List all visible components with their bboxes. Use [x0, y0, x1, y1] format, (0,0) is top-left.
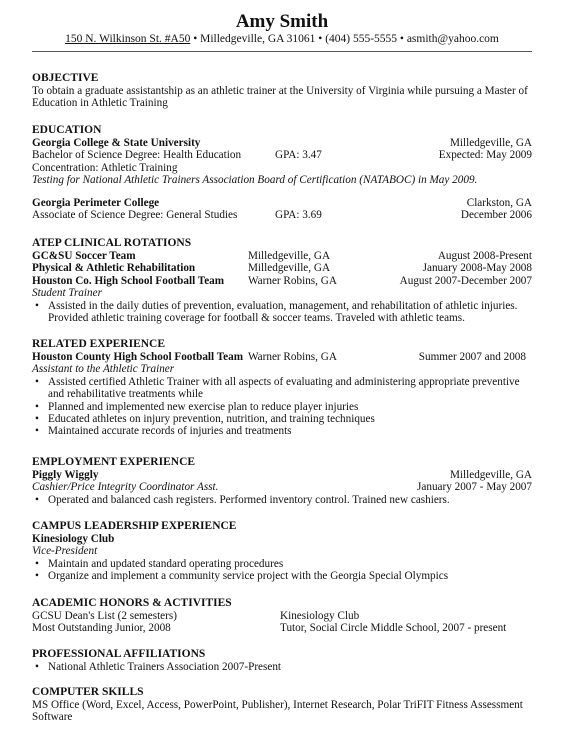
section-heading: EMPLOYMENT EXPERIENCE — [32, 456, 196, 468]
rotation-date: January 2008-May 2008 — [422, 262, 532, 275]
rotation-row — [32, 275, 532, 287]
rotation-date: August 2008-Present — [437, 250, 532, 262]
activity-item: Tutor, Social Circle Middle School, 2007 - present — [280, 622, 507, 635]
school-name: Georgia College & State University — [32, 137, 201, 149]
organization: Kinesiology Club — [32, 533, 115, 545]
list-item: • Planned and implemented new exercise plan to reduce player injuries — [32, 401, 532, 413]
rotation-location: Warner Robins, GA — [248, 274, 337, 287]
honors-row — [32, 610, 532, 622]
objective-section — [32, 72, 532, 110]
honor-item: GCSU Dean's List (2 semesters) — [32, 610, 177, 622]
honors-section — [32, 597, 532, 635]
section-heading: COMPUTER SKILLS — [32, 686, 144, 698]
rotation-name: Houston Co. High School Football Team — [32, 274, 225, 287]
organization: Piggly Wiggly — [32, 469, 99, 481]
employment-header — [32, 469, 532, 481]
list-item: • Educated athletes on injury prevention, nutrition, and training techniques — [32, 413, 532, 425]
section-heading: RELATED EXPERIENCE — [32, 338, 166, 350]
degree: Bachelor of Science Degree: Health Education — [32, 149, 242, 162]
honor-item: Most Outstanding Junior, 2008 — [32, 622, 171, 635]
employment-date: January 2007 - May 2007 — [417, 481, 532, 494]
honors-row — [32, 622, 532, 634]
degree: Associate of Science Degree: General Studies — [32, 208, 238, 221]
atep-section — [32, 237, 532, 324]
section-heading: ATEP CLINICAL ROTATIONS — [32, 237, 192, 249]
resume-name: Amy Smith — [235, 11, 329, 32]
related-experience-section — [32, 338, 532, 438]
campus-leadership-section — [32, 520, 532, 583]
bullet-text-line: Provided athletic training coverage for football & soccer teams. Traveled with athletic teams. — [48, 311, 465, 324]
list-item: • Organize and implement a community service project with the Georgia Special Olympics — [32, 570, 532, 582]
contact-line — [0, 33, 564, 46]
rotation-date: August 2007-December 2007 — [399, 274, 532, 287]
list-item: • Maintain and updated standard operating procedures — [32, 558, 532, 570]
skills-text-line: MS Office (Word, Excel, Access, PowerPoint, Publisher), Internet Research, Polar TriFIT Fitness Assessment — [32, 699, 523, 711]
contact-details: • Milledgeville, GA 31061 • (404) 555-5555 • asmith@yahoo.com — [190, 33, 499, 45]
section-heading: OBJECTIVE — [32, 72, 99, 84]
experience-header — [32, 351, 532, 363]
list-item: • National Athletic Trainers Association 2007-Present — [32, 661, 532, 673]
gpa: GPA: 3.69 — [275, 208, 322, 221]
school-location: Milledgeville, GA — [449, 137, 532, 149]
rotation-row — [32, 250, 532, 262]
degree-row — [32, 209, 532, 221]
employment-location: Milledgeville, GA — [449, 469, 532, 481]
degree-date: December 2006 — [460, 208, 532, 221]
education-entry-header — [32, 137, 532, 149]
certification-note: Testing for National Athletic Trainers Association Board of Certification (NATABOC) in May 2009. — [32, 174, 478, 187]
computer-skills-section — [32, 686, 532, 724]
street-address[interactable]: 150 N. Wilkinson St. #A50 — [65, 33, 191, 45]
gpa: GPA: 3.47 — [275, 149, 322, 162]
skills-text-line: Software — [32, 711, 73, 724]
activity-item: Kinesiology Club — [280, 610, 360, 622]
role-title: Assistant to the Athletic Trainer — [32, 363, 175, 376]
list-item — [32, 376, 532, 401]
education-entry-header — [32, 197, 532, 209]
rotation-location: Milledgeville, GA — [248, 262, 331, 275]
rotation-name: GC&SU Soccer Team — [32, 250, 136, 262]
bullet-text-line: • Assisted certified Athletic Trainer with all aspects of evaluating and administering appropriate preventive — [48, 375, 520, 388]
organization: Houston County High School Football Team — [32, 351, 244, 363]
header-divider — [32, 51, 532, 52]
education-section — [32, 124, 532, 221]
section-heading: ACADEMIC HONORS & ACTIVITIES — [32, 597, 232, 609]
employment-section — [32, 456, 532, 506]
experience-location: Warner Robins, GA — [248, 351, 337, 363]
role-title: Vice-President — [32, 545, 98, 558]
school-location: Clarkston, GA — [466, 196, 532, 209]
rotation-row — [32, 262, 532, 274]
objective-text-line: To obtain a graduate assistantship as an athletic trainer at the University of Virginia while pursuing a Master of — [32, 85, 528, 97]
list-item: • Operated and balanced cash registers. Performed inventory control. Trained new cashiers. — [32, 494, 532, 506]
experience-date: Summer 2007 and 2008 — [418, 351, 526, 363]
section-heading: CAMPUS LEADERSHIP EXPERIENCE — [32, 520, 237, 532]
section-heading: PROFESSIONAL AFFILIATIONS — [32, 648, 206, 660]
school-name: Georgia Perimeter College — [32, 196, 160, 209]
rotation-location: Milledgeville, GA — [248, 250, 331, 262]
list-item — [32, 300, 532, 325]
concentration: Concentration: Athletic Training — [32, 161, 178, 174]
degree-date: Expected: May 2009 — [438, 149, 532, 162]
list-item: • Maintained accurate records of injuries and treatments — [32, 425, 532, 437]
section-heading: EDUCATION — [32, 124, 102, 136]
rotation-name: Physical & Athletic Rehabilitation — [32, 262, 196, 275]
affiliations-section — [32, 648, 532, 673]
objective-text-line: Education in Athletic Training — [32, 97, 168, 110]
role-title: Student Trainer — [32, 287, 102, 300]
degree-row — [32, 149, 532, 161]
role-title: Cashier/Price Integrity Coordinator Asst. — [32, 481, 219, 494]
employment-role-row — [32, 481, 532, 493]
bullet-text-line: • Assisted in the daily duties of prevention, evaluation, management, and rehabilitation of athletic injuries. — [48, 299, 518, 312]
bullet-text-line: and rehabilitative treatments while — [48, 388, 204, 401]
